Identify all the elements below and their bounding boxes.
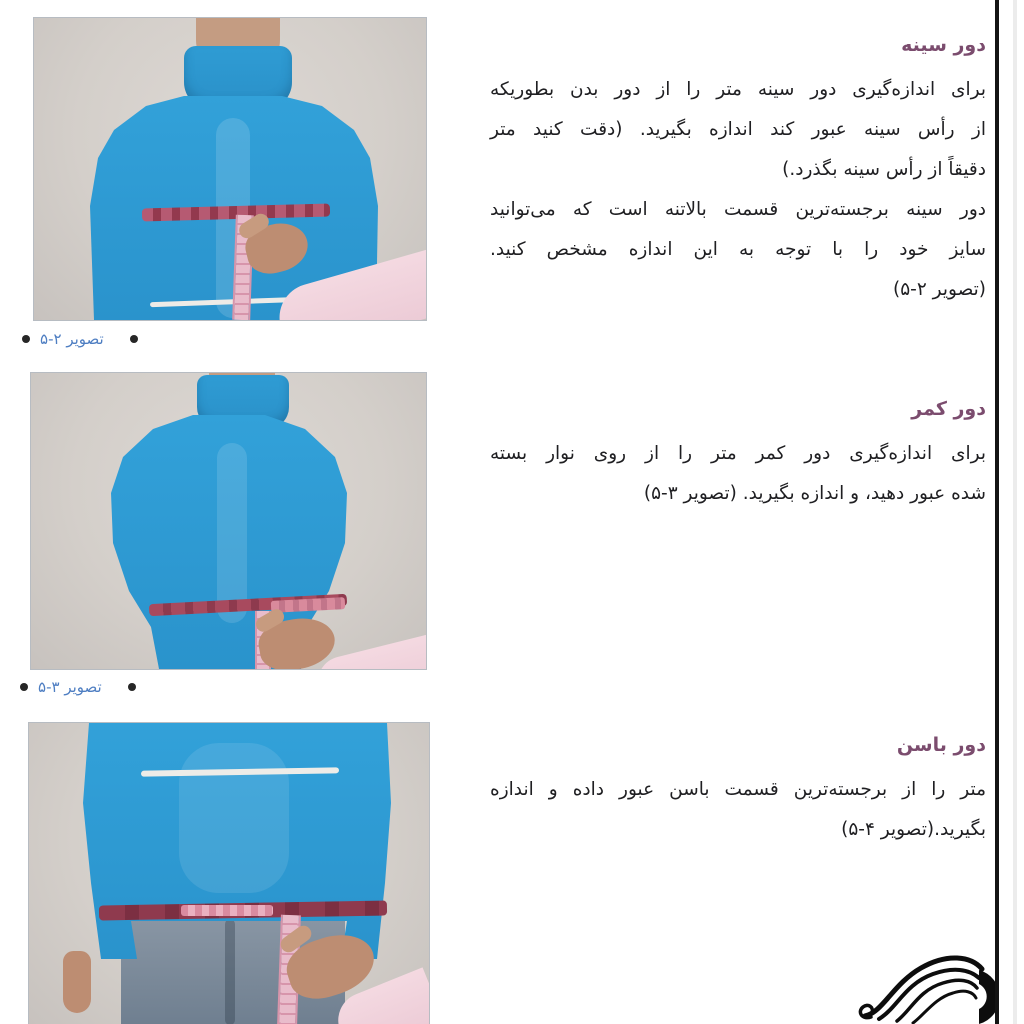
pants-crease-shadow	[225, 919, 235, 1024]
figure-caption-label: تصویر ۲-۵	[40, 330, 104, 348]
figure-waist-photo	[30, 372, 427, 670]
body-line: سایز خود را با توجه به این اندازه مشخص کنید.	[490, 239, 986, 260]
section-waist	[490, 392, 986, 514]
section-hip	[490, 728, 986, 850]
figure-caption	[20, 678, 136, 696]
section-title: دور سینه	[901, 34, 986, 56]
fabric-highlight	[217, 443, 247, 623]
fabric-highlight	[179, 743, 289, 893]
body-line: شده عبور دهید، و اندازه بگیرید. (تصویر ۳-۵)	[643, 483, 986, 504]
body-line: بگیرید.(تصویر ۴-۵)	[841, 819, 986, 840]
body-line: دقیقاً از رأس سینه بگذرد.)	[782, 159, 986, 180]
body-line: برای اندازه‌گیری دور سینه متر را از دور بدن بطوریکه	[490, 79, 986, 100]
bullet-dot-icon	[128, 683, 136, 691]
bullet-dot-icon	[22, 335, 30, 343]
figure-chest-photo	[33, 17, 427, 321]
body-line: از رأس سینه عبور کند اندازه بگیرید. (دقت کنید متر	[490, 119, 986, 140]
body-line: دور سینه برجسته‌ترین قسمت بالاتنه است که می‌توانید	[490, 199, 986, 220]
body-line: برای اندازه‌گیری دور کمر متر را از روی نوار بسته	[490, 443, 986, 464]
section-title: دور کمر	[911, 398, 986, 420]
body-line: متر را از برجسته‌ترین قسمت باسن عبور داده و اندازه	[490, 779, 986, 800]
figure-caption-label: تصویر ۳-۵	[38, 678, 102, 696]
section-chest	[490, 28, 986, 310]
wave-flourish-ornament	[854, 936, 996, 1024]
page-edge-shade	[1013, 0, 1017, 1024]
section-title: دور باسن	[896, 734, 986, 756]
page-border-line	[995, 0, 999, 1024]
model-left-hand	[63, 951, 91, 1013]
bullet-dot-icon	[130, 335, 138, 343]
figure-caption	[22, 330, 138, 348]
bullet-dot-icon	[20, 683, 28, 691]
measuring-tape-pink-segment	[181, 905, 273, 916]
figure-hip-photo	[28, 722, 430, 1024]
figure-reference: (تصویر ۲-۵)	[893, 279, 986, 300]
